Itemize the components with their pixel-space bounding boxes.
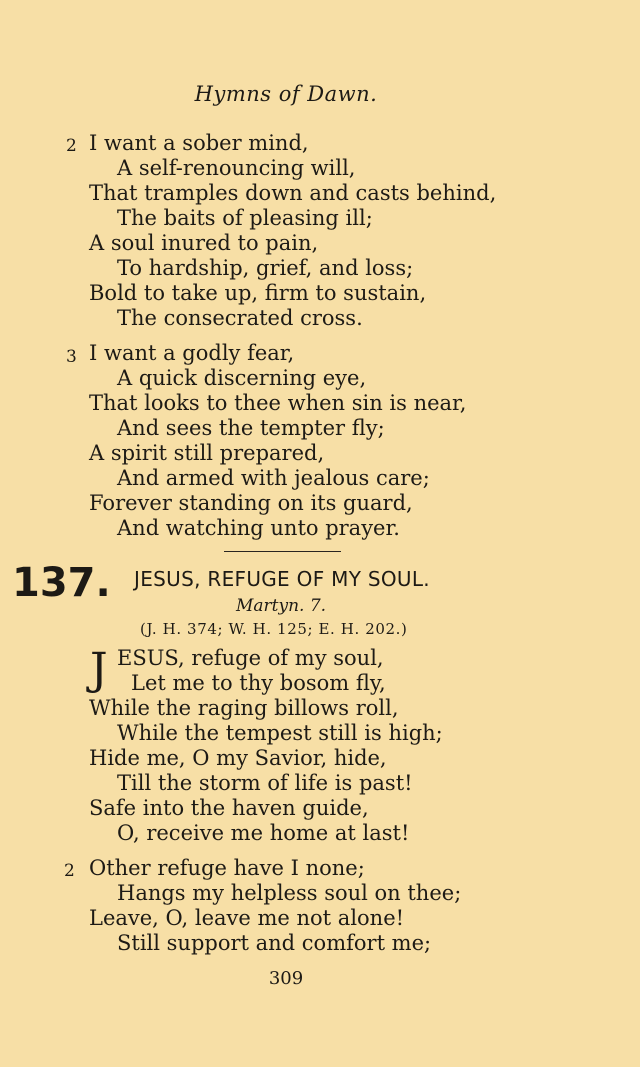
stanza-number: 2 (66, 136, 77, 156)
verse-line: And sees the tempter fly; (117, 416, 385, 440)
drop-cap: J (90, 644, 108, 695)
verse-line: The baits of pleasing ill; (117, 206, 373, 230)
verse-line: Bold to take up, firm to sustain, (89, 281, 427, 305)
verse-line: I want a godly fear, (89, 341, 295, 365)
verse-line: And watching unto prayer. (117, 516, 400, 540)
verse-line: Let me to thy bosom fly, (131, 671, 386, 695)
verse-line: Still support and comfort me; (117, 931, 432, 955)
verse-line: The consecrated cross. (117, 306, 363, 330)
hymnal-references: (J. H. 374; W. H. 125; E. H. 202.) (140, 620, 408, 638)
verse-line: That looks to thee when sin is near, (89, 391, 467, 415)
verse-line: While the raging billows roll, (89, 696, 399, 720)
stanza-number: 3 (66, 347, 77, 367)
tune-name: Martyn. 7. (236, 596, 327, 616)
hymn-title: JESUS, REFUGE OF MY SOUL. (134, 567, 430, 591)
page-number: 309 (268, 968, 304, 989)
verse-line: And armed with jealous care; (117, 466, 430, 490)
verse-line: Forever standing on its guard, (89, 491, 413, 515)
verse-line: A soul inured to pain, (89, 231, 319, 255)
verse-line: That tramples down and casts behind, (89, 181, 497, 205)
verse-line: A spirit still prepared, (89, 441, 325, 465)
verse-line: I want a sober mind, (89, 131, 309, 155)
running-header: Hymns of Dawn. (194, 82, 378, 106)
verse-line: A quick discerning eye, (117, 366, 367, 390)
verse-line: Safe into the haven guide, (89, 796, 369, 820)
hymn-number: 137. (12, 560, 111, 606)
verse-line: A self-renouncing will, (117, 156, 356, 180)
verse-line: Hangs my helpless soul on thee; (117, 881, 462, 905)
verse-line: Leave, O, leave me not alone! (89, 906, 405, 930)
verse-line: To hardship, grief, and loss; (117, 256, 414, 280)
verse-line: O, receive me home at last! (117, 821, 410, 845)
section-divider (224, 551, 341, 552)
verse-line: ESUS, refuge of my soul, (117, 646, 384, 670)
stanza-number: 2 (64, 861, 75, 881)
verse-line: Other refuge have I none; (89, 856, 365, 880)
verse-line: Hide me, O my Savior, hide, (89, 746, 387, 770)
verse-line: Till the storm of life is past! (117, 771, 413, 795)
verse-line: While the tempest still is high; (117, 721, 443, 745)
